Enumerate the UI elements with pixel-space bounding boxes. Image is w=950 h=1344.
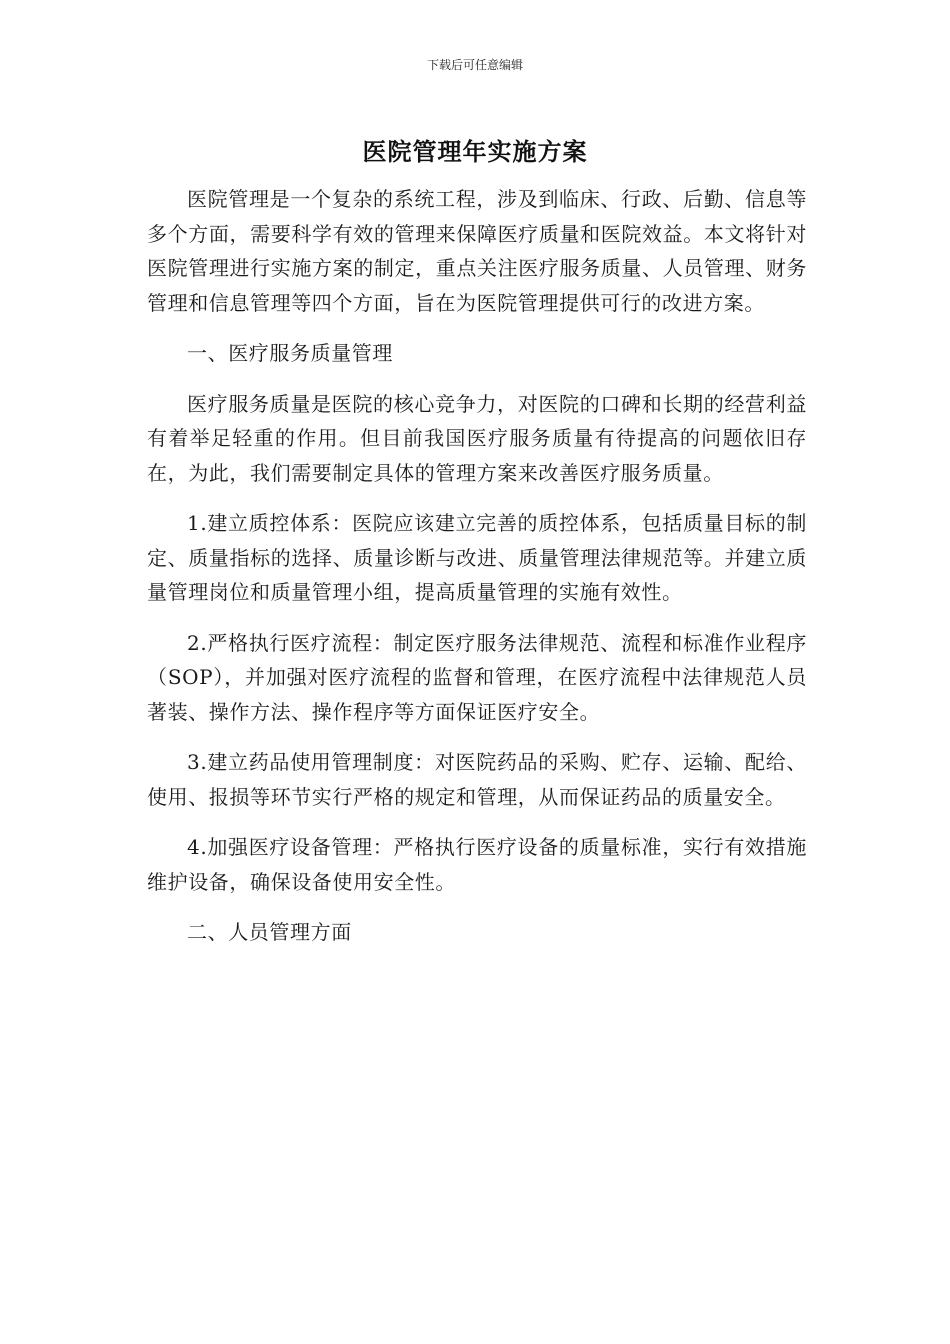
section-heading-1: 一、医疗服务质量管理 <box>187 341 393 365</box>
intro-paragraph: 医院管理是一个复杂的系统工程，涉及到临床、行政、后勤、信息等多个方面，需要科学有效的管理来保障医疗质量和医院效益。本文将针对医院管理进行实施方案的制定，重点关注医疗服务质量、人员管理、财务管理和信息管理等四个方面，旨在为医院管理提供可行的改进方案。 <box>147 187 807 315</box>
document-body <box>147 182 807 966</box>
section-heading-2: 二、人员管理方面 <box>187 920 352 944</box>
list-item-3: 3.建立药品使用管理制度：对医院药品的采购、贮存、运输、配给、使用、报损等环节实行严格的规定和管理，从而保证药品的质量安全。 <box>147 750 807 809</box>
document-title: 医院管理年实施方案 <box>362 138 588 166</box>
list-item-1: 1.建立质控体系：医院应该建立完善的质控体系，包括质量目标的制定、质量指标的选择、质量诊断与改进、质量管理法律规范等。并建立质量管理岗位和质量管理小组，提高质量管理的实施有效性。 <box>147 511 807 604</box>
list-item-2: 2.严格执行医疗流程：制定医疗服务法律规范、流程和标准作业程序（SOP），并加强对医疗流程的监督和管理，在医疗流程中法律规范人员著装、操作方法、操作程序等方面保证医疗安全。 <box>147 630 807 724</box>
section-1-paragraph: 医疗服务质量是医院的核心竞争力，对医院的口碑和长期的经营利益有着举足轻重的作用。但目前我国医疗服务质量有待提高的问题依旧存在，为此，我们需要制定具体的管理方案来改善医疗服务质量。 <box>147 391 807 485</box>
header-note: 下载后可任意编辑 <box>426 58 523 72</box>
list-item-4: 4.加强医疗设备管理：严格执行医疗设备的质量标准，实行有效措施维护设备，确保设备使用安全性。 <box>147 835 807 894</box>
